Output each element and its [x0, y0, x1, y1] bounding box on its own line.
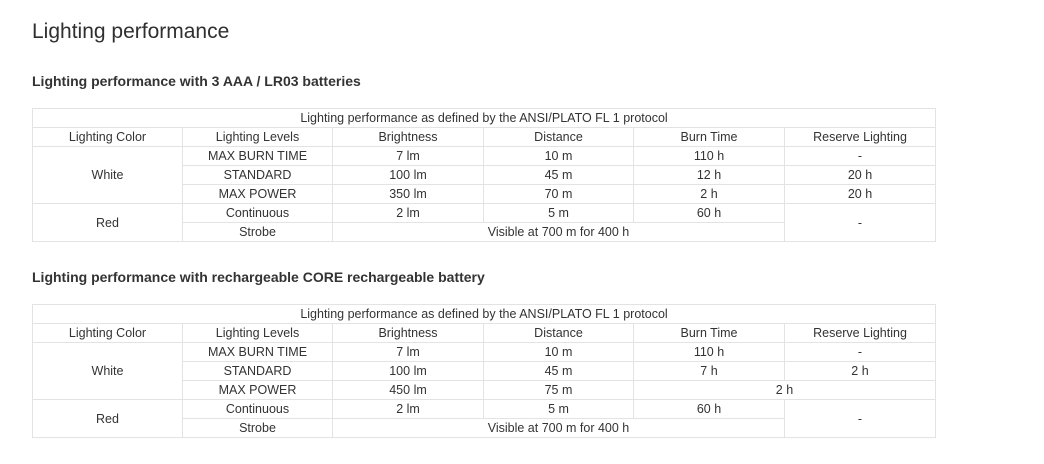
reserve-lighting-cell: 20 h [785, 185, 936, 204]
lighting-level: STANDARD [183, 166, 333, 185]
brightness-cell: 450 lm [333, 381, 484, 400]
brightness-cell: 2 lm [333, 204, 484, 223]
column-header: Lighting Color [33, 128, 183, 147]
brightness-cell: 100 lm [333, 362, 484, 381]
lighting-level: STANDARD [183, 362, 333, 381]
burn-time-cell: 12 h [634, 166, 785, 185]
section-title-core-battery: Lighting performance with rechargeable CORE rechargeable battery [32, 269, 485, 285]
table-caption-row [33, 305, 936, 324]
table-row [33, 343, 936, 362]
column-header: Brightness [333, 128, 484, 147]
column-header: Lighting Levels [183, 128, 333, 147]
lighting-color-red: Red [33, 400, 183, 438]
burn-time-cell: 110 h [634, 343, 785, 362]
lighting-level: MAX BURN TIME [183, 343, 333, 362]
distance-cell: 70 m [484, 185, 634, 204]
table-caption: Lighting performance as defined by the ANSI/PLATO FL 1 protocol [33, 109, 936, 128]
table-row [33, 400, 936, 419]
lighting-color-white: White [33, 147, 183, 204]
column-header: Reserve Lighting [785, 128, 936, 147]
lighting-level: MAX POWER [183, 381, 333, 400]
column-header: Burn Time [634, 324, 785, 343]
distance-cell: 10 m [484, 147, 634, 166]
table-row [33, 147, 936, 166]
burn-and-reserve-cell: 2 h [634, 381, 936, 400]
reserve-lighting-cell: - [785, 400, 936, 438]
column-header: Distance [484, 324, 634, 343]
brightness-cell: 7 lm [333, 343, 484, 362]
table-row [33, 204, 936, 223]
lighting-level: MAX POWER [183, 185, 333, 204]
brightness-cell: 7 lm [333, 147, 484, 166]
table-caption: Lighting performance as defined by the ANSI/PLATO FL 1 protocol [33, 305, 936, 324]
reserve-lighting-cell: 2 h [785, 362, 936, 381]
column-header: Lighting Color [33, 324, 183, 343]
lighting-color-red: Red [33, 204, 183, 242]
reserve-lighting-cell: 20 h [785, 166, 936, 185]
reserve-lighting-cell: - [785, 204, 936, 242]
performance-table-core-battery [32, 304, 936, 438]
lighting-color-white: White [33, 343, 183, 400]
lighting-level: Continuous [183, 204, 333, 223]
distance-cell: 10 m [484, 343, 634, 362]
distance-cell: 75 m [484, 381, 634, 400]
column-header: Reserve Lighting [785, 324, 936, 343]
reserve-lighting-cell: - [785, 147, 936, 166]
lighting-level: Strobe [183, 419, 333, 438]
distance-cell: 45 m [484, 362, 634, 381]
burn-time-cell: 60 h [634, 400, 785, 419]
burn-time-cell: 60 h [634, 204, 785, 223]
table-caption-row [33, 109, 936, 128]
column-header: Distance [484, 128, 634, 147]
column-header: Brightness [333, 324, 484, 343]
burn-time-cell: 7 h [634, 362, 785, 381]
brightness-cell: 2 lm [333, 400, 484, 419]
brightness-cell: 350 lm [333, 185, 484, 204]
burn-time-cell: 2 h [634, 185, 785, 204]
column-header: Burn Time [634, 128, 785, 147]
section-title-aaa-batteries: Lighting performance with 3 AAA / LR03 batteries [32, 73, 361, 89]
burn-time-cell: 110 h [634, 147, 785, 166]
performance-table-aaa-batteries [32, 108, 936, 242]
lighting-level: Continuous [183, 400, 333, 419]
page-title: Lighting performance [32, 20, 230, 43]
distance-cell: 45 m [484, 166, 634, 185]
table-header-row [33, 128, 936, 147]
reserve-lighting-cell: - [785, 343, 936, 362]
table-header-row [33, 324, 936, 343]
strobe-visibility-cell: Visible at 700 m for 400 h [333, 419, 785, 438]
lighting-level: Strobe [183, 223, 333, 242]
column-header: Lighting Levels [183, 324, 333, 343]
lighting-level: MAX BURN TIME [183, 147, 333, 166]
brightness-cell: 100 lm [333, 166, 484, 185]
strobe-visibility-cell: Visible at 700 m for 400 h [333, 223, 785, 242]
distance-cell: 5 m [484, 400, 634, 419]
distance-cell: 5 m [484, 204, 634, 223]
